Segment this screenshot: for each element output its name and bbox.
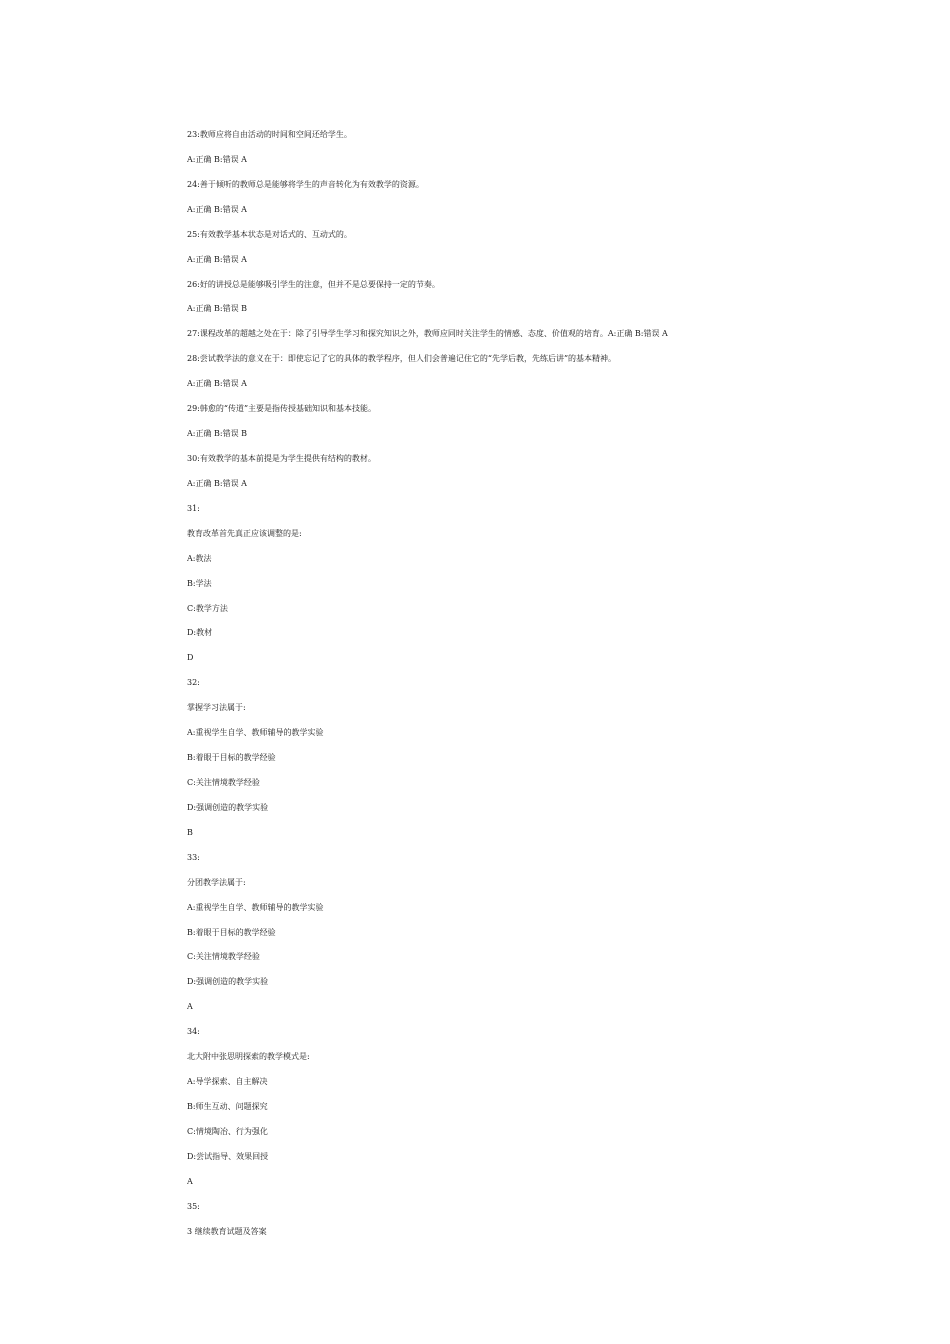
question-31-option-d: D:教材 xyxy=(187,628,213,638)
question-27-text: 27:课程改革的超越之处在于：除了引导学生学习和探究知识之外，教师应同时关注学生的情感、态度、价值观的培育。A:正确 B:错误 A xyxy=(187,329,668,339)
question-33-option-a: A:重视学生自学、教师辅导的教学实验 xyxy=(187,902,324,912)
question-31-option-b: B:学法 xyxy=(187,578,212,588)
question-32-answer: B xyxy=(187,827,193,837)
question-30-text: 30:有效教学的基本前提是为学生提供有结构的教材。 xyxy=(187,453,376,463)
question-30-options: A:正确 B:错误 A xyxy=(187,478,247,488)
question-32-option-c: C:关注情境教学经验 xyxy=(187,777,260,787)
question-33-answer: A xyxy=(187,1002,193,1012)
question-33-number: 33: xyxy=(187,852,200,862)
question-25-options: A:正确 B:错误 A xyxy=(187,254,247,264)
question-32-option-d: D:强调创造的教学实验 xyxy=(187,802,269,812)
question-34-text: 北大附中张思明探索的教学模式是: xyxy=(187,1052,310,1062)
question-34-number: 34: xyxy=(187,1027,200,1037)
question-25-text: 25:有效教学基本状态是对话式的、互动式的。 xyxy=(187,229,352,239)
question-24-text: 24:善于倾听的教师总是能够将学生的声音转化为有效教学的资源。 xyxy=(187,179,424,189)
question-31-text: 教育改革首先真正应该调整的是: xyxy=(187,528,302,538)
question-32-number: 32: xyxy=(187,678,200,688)
question-34-option-d: D:尝试指导、效果回授 xyxy=(187,1151,269,1161)
question-31-option-c: C:教学方法 xyxy=(187,603,228,613)
question-31-number: 31: xyxy=(187,503,200,513)
question-31-answer: D xyxy=(187,653,194,663)
question-33-option-c: C:关注情境教学经验 xyxy=(187,952,260,962)
question-32-option-a: A:重视学生自学、教师辅导的教学实验 xyxy=(187,728,324,738)
question-29-options: A:正确 B:错误 B xyxy=(187,429,248,439)
question-29-text: 29:韩愈的“传道”主要是指传授基础知识和基本技能。 xyxy=(187,404,377,414)
question-34-option-a: A:导学探索、自主解决 xyxy=(187,1077,268,1087)
question-34-option-c: C:情境陶冶、行为强化 xyxy=(187,1126,268,1136)
question-33-option-b: B:着眼于目标的教学经验 xyxy=(187,927,276,937)
question-34-option-b: B:师生互动、问题探究 xyxy=(187,1101,268,1111)
question-24-options: A:正确 B:错误 A xyxy=(187,204,247,214)
question-35-number: 35: xyxy=(187,1201,200,1211)
question-28-text: 28:尝试教学法的意义在于：即使忘记了它的具体的教学程序，但人们会普遍记住它的“先学后教，先练后讲”的基本精神。 xyxy=(187,354,617,364)
question-34-answer: A xyxy=(187,1176,193,1186)
question-32-option-b: B:着眼于目标的教学经验 xyxy=(187,753,276,763)
question-26-text: 26:好的讲授总是能够吸引学生的注意，但并不是总要保持一定的节奏。 xyxy=(187,279,440,289)
question-23-text: 23:教师应将自由活动的时间和空间还给学生。 xyxy=(187,130,352,139)
question-28-options: A:正确 B:错误 A xyxy=(187,379,247,389)
document-text xyxy=(187,127,907,1248)
question-23-options: A:正确 B:错误 A xyxy=(187,154,247,164)
question-33-text: 分团教学法属于: xyxy=(187,877,246,887)
question-31-option-a: A:教法 xyxy=(187,553,212,563)
question-26-options: A:正确 B:错误 B xyxy=(187,304,248,314)
page-footer-title: 3 继续教育试题及答案 xyxy=(187,1226,267,1236)
question-32-text: 掌握学习法属于: xyxy=(187,703,246,713)
question-33-option-d: D:强调创造的教学实验 xyxy=(187,977,269,987)
